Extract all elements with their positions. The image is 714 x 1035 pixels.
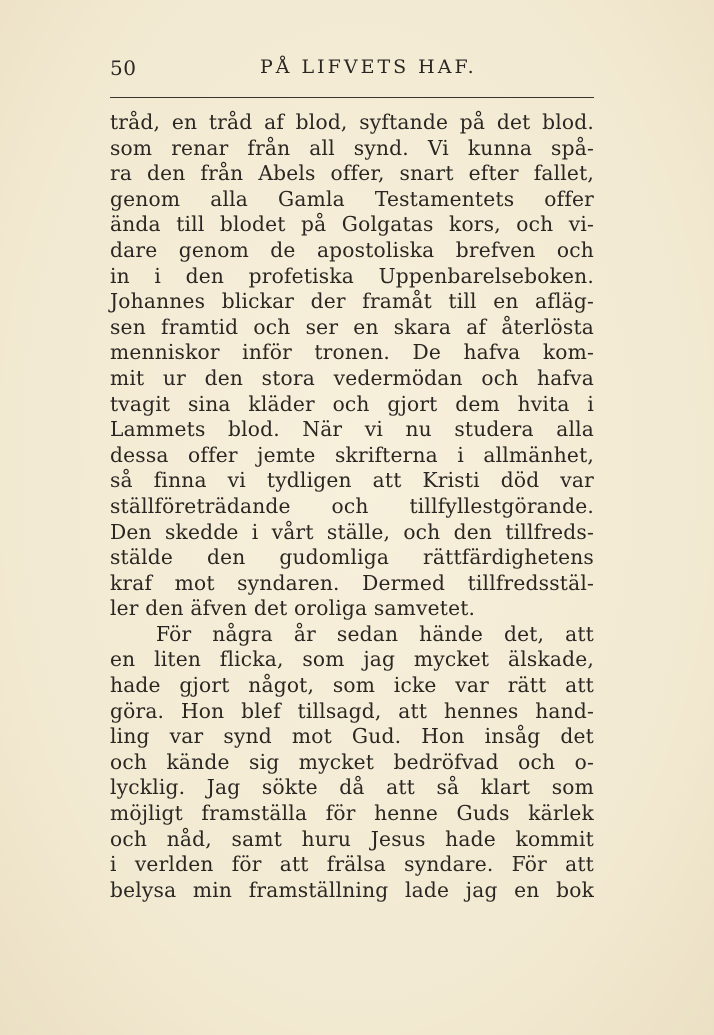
text-line: ställföreträdande och tillfyllestgörande. — [110, 493, 594, 518]
text-line: kraf mot syndaren. Dermed tillfredsstäl- — [110, 570, 594, 595]
page-header — [110, 56, 594, 84]
text-line: För några år sedan hände det, att — [156, 621, 594, 646]
text-line: möjligt framställa för henne Guds kärlek — [110, 801, 594, 826]
text-line: menniskor inför tronen. De hafva kom- — [110, 340, 594, 365]
text-line: dare genom de apostoliska brefven och — [110, 237, 594, 262]
header-rule — [110, 97, 594, 98]
text-line: Johannes blickar der framåt till en afläg- — [110, 289, 594, 314]
text-line: stälde den gudomliga rättfärdighetens — [110, 545, 594, 570]
text-line: och nåd, samt huru Jesus hade kommit — [110, 826, 594, 851]
text-line: ända till blodet på Golgatas kors, och vi- — [110, 212, 594, 237]
body-text — [110, 110, 594, 903]
text-line: en liten flicka, som jag mycket älskade, — [110, 647, 594, 672]
text-line: göra. Hon blef tillsagd, att hennes hand- — [110, 698, 594, 723]
running-title: PÅ LIFVETS HAF. — [260, 56, 477, 78]
page-number: 50 — [110, 56, 137, 80]
text-line: ler den äfven det oroliga samvetet. — [110, 596, 476, 621]
text-line: genom alla Gamla Testamentets offer — [110, 186, 594, 211]
text-line: hade gjort något, som icke var rätt att — [110, 673, 594, 698]
text-line: och kände sig mycket bedröfvad och o- — [110, 749, 594, 774]
text-line: ra den från Abels offer, snart efter fallet, — [110, 161, 594, 186]
text-line: lycklig. Jag sökte då att så klart som — [110, 775, 594, 800]
text-line: Den skedde i vårt ställe, och den tillfreds- — [110, 519, 594, 544]
text-line: i verlden för att frälsa syndare. För att — [110, 852, 594, 877]
text-line: in i den profetiska Uppenbarelseboken. — [110, 263, 594, 288]
text-line: tråd, en tråd af blod, syftande på det blod. — [110, 110, 594, 134]
text-line: dessa offer jemte skrifterna i allmänhet, — [110, 442, 594, 467]
text-line: mit ur den stora vedermödan och hafva — [110, 365, 594, 390]
text-line: tvagit sina kläder och gjort dem hvita i — [110, 391, 594, 416]
text-line: Lammets blod. När vi nu studera alla — [110, 417, 594, 442]
text-line: så finna vi tydligen att Kristi död var — [110, 468, 594, 493]
text-line: ling var synd mot Gud. Hon insåg det — [110, 724, 594, 749]
text-line: belysa min framställning lade jag en bok — [110, 877, 594, 902]
text-line: sen framtid och ser en skara af återlösta — [110, 314, 594, 339]
text-line: som renar från all synd. Vi kunna spå- — [110, 135, 594, 160]
